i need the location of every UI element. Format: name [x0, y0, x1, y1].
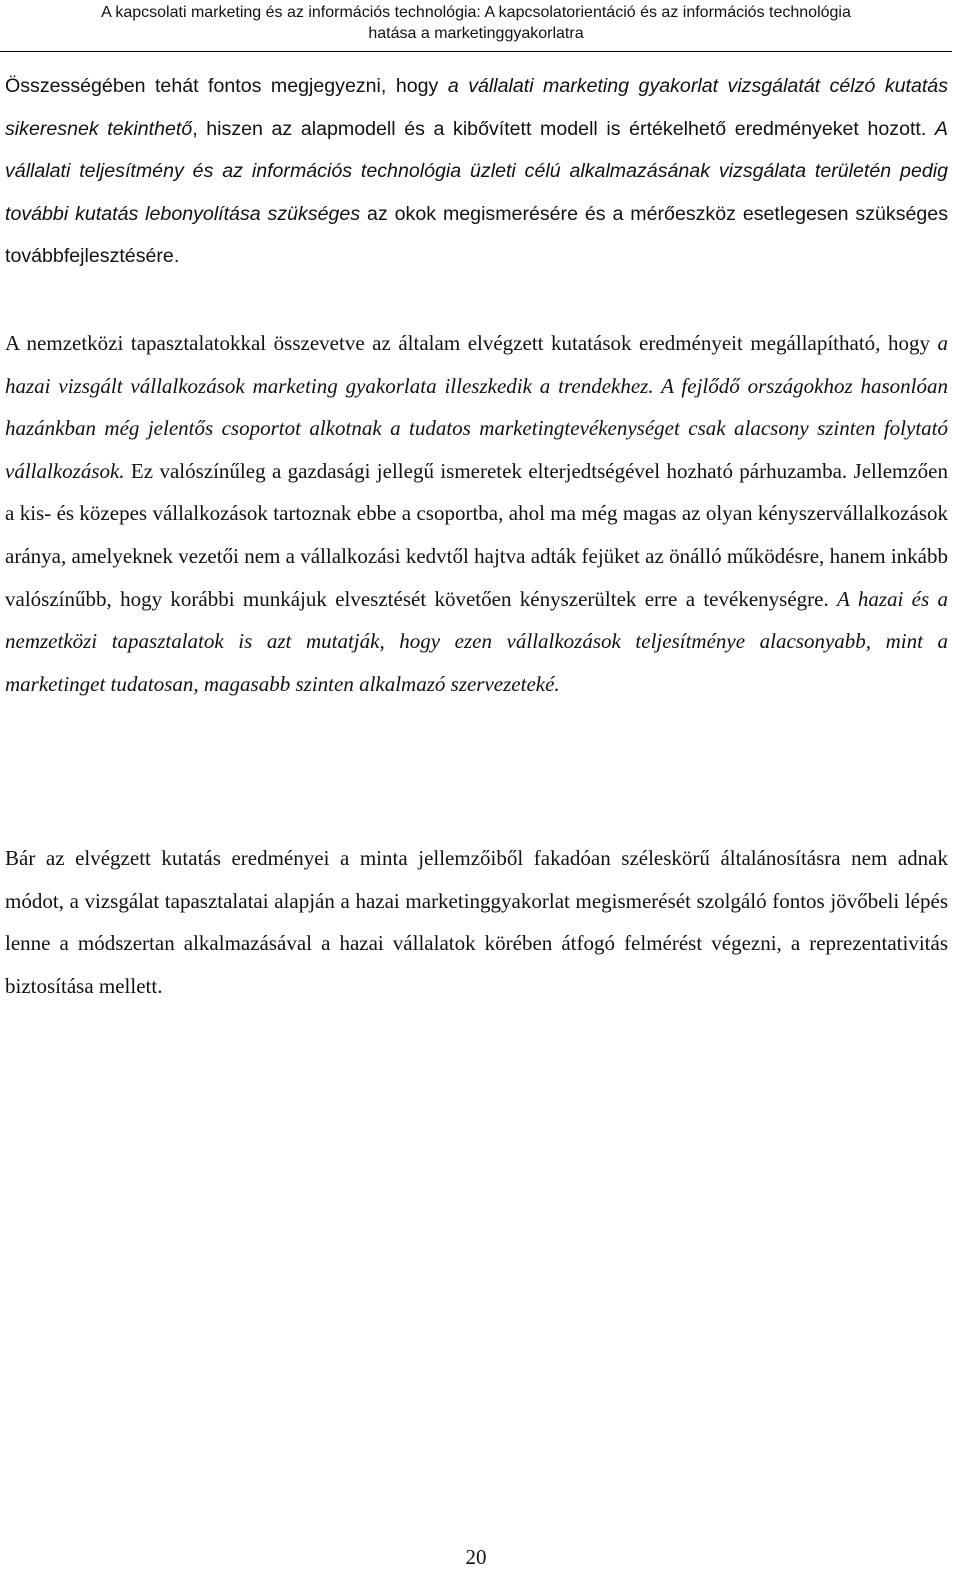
paragraph-emphasis: A hazai és a nemzetközi tapasztalatok is azt mutatják, hogy ezen vállalkozások teljesítménye alacsonyabb, mint a marketinget tudatosan, magasabb szinten alkalmazó szervezeteké.	[5, 586, 948, 696]
running-header-line-2: hatása a marketinggyakorlatra	[368, 25, 584, 42]
paragraph-text: Bár az elvégzett kutatás eredményei a minta jellemzőiből fakadóan széleskörű általánosításra nem adnak módot, a vizsgálat tapasztalatai alapján a hazai marketinggyakorlat megismerését szolgáló fontos jövőbeli lépés lenne a módszertan alkalmazásával a hazai vállalatok körében átfogó felmérést végezni, a reprezentativitás biztosítása mellett.	[5, 846, 948, 998]
paragraph-text: A nemzetközi tapasztalatokkal összevetve az általam elvégzett kutatások eredményeit megállapítható, hogy	[5, 331, 938, 355]
paragraph-text: Összességében tehát fontos megjegyezni, hogy	[5, 75, 448, 97]
paragraph-text: Ez valószínűleg a gazdasági jellegű ismeretek elterjedtségével hozható párhuzamba. Jellemzően a kis- és közepes vállalkozások tartoznak ebbe a csoportba, ahol ma még magas az olyan kényszervállalkozások aránya, amelyeknek vezetői nem a vállalkozási kedvtől hajtva adták fejüket az önálló működésre, hanem inkább valószínűbb, hogy korábbi munkájuk elvesztését követően kényszerültek erre a tevékenységre.	[5, 458, 948, 611]
paragraph-international-comparison	[5, 322, 948, 705]
running-header-line-1: A kapcsolati marketing és az információs technológia: A kapcsolatorientáció és az információs technológia	[101, 4, 851, 21]
running-header	[0, 0, 952, 44]
paragraph-emphasis: A vállalati teljesítmény és az információs technológia üzleti célú alkalmazásának vizsgálata területén pedig további kutatás lebonyolítása szükséges	[5, 117, 948, 225]
paragraph-text: az okok megismerésére és a mérőeszköz esetlegesen szükséges továbbfejlesztésére.	[5, 202, 948, 268]
paragraph-emphasis: a vállalati marketing gyakorlat vizsgálatát célzó kutatás sikeresnek tekinthető	[5, 75, 948, 140]
header-divider	[0, 51, 952, 52]
paragraph-conclusion	[5, 65, 948, 278]
page-number: 20	[465, 1545, 487, 1569]
paragraph-text: , hiszen az alapmodell és a kibővített modell is értékelhető eredményeket hozott.	[192, 117, 935, 140]
paragraph-emphasis: a hazai vizsgált vállalkozások marketing gyakorlata illeszkedik a trendekhez. A fejlődő országokhoz hasonlóan hazánkban még jelentős csoportot alkotnak a tudatos marketingtevékenységet csak alacsony szinten folytató vállalkozások.	[5, 331, 948, 483]
paragraph-future-research	[5, 837, 948, 1007]
